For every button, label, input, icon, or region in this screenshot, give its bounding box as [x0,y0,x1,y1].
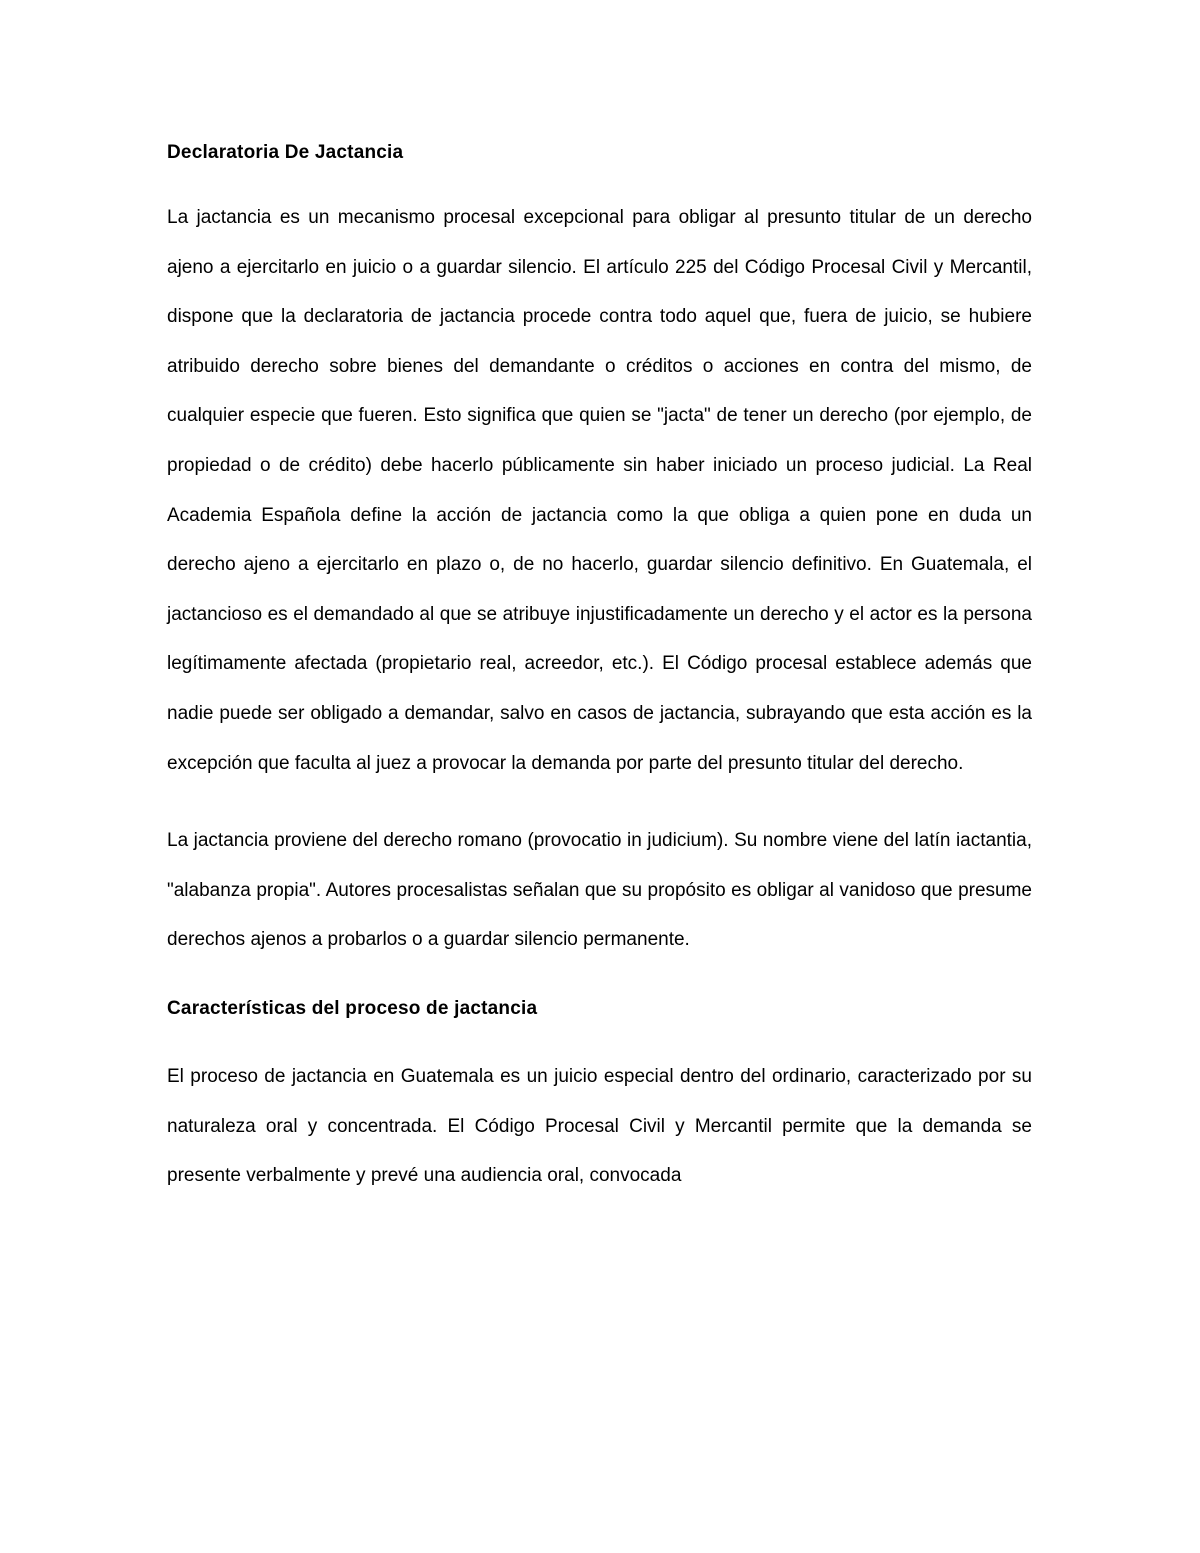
paragraph-definicion: La jactancia es un mecanismo procesal excepcional para obligar al presunto titular de un derecho ajeno a ejercitarlo en juicio o a guardar silencio. El artículo 225 del Código Procesal Civil y Mercantil, dispone que la declaratoria de jactancia procede contra todo aquel que, fuera de juicio, se hubiere atribuido derecho sobre bienes del demandante o créditos o acciones en contra del mismo, de cualquier especie que fueren. Esto significa que quien se "jacta" de tener un derecho (por ejemplo, de propiedad o de crédito) debe hacerlo públicamente sin haber iniciado un proceso judicial. La Real Academia Española define la acción de jactancia como la que obliga a quien pone en duda un derecho ajeno a ejercitarlo en plazo o, de no hacerlo, guardar silencio definitivo. En Guatemala, el jactancioso es el demandado al que se atribuye injustificadamente un derecho y el actor es la persona legítimamente afectada (propietario real, acreedor, etc.). El Código procesal establece además que nadie puede ser obligado a demandar, salvo en casos de jactancia, subrayando que esta acción es la excepción que faculta al juez a provocar la demanda por parte del presunto titular del derecho. [167,207,1032,774]
paragraph-proceso: El proceso de jactancia en Guatemala es un juicio especial dentro del ordinario, caracterizado por su naturaleza oral y concentrada. El Código Procesal Civil y Mercantil permite que la demanda se presente verbalmente y prevé una audiencia oral, convocada [167,1065,1032,1187]
paragraph-origen: La jactancia proviene del derecho romano (provocatio in judicium). Su nombre viene del latín iactantia, "alabanza propia". Autores procesalistas señalan que su propósito es obligar al vanidoso que presume derechos ajenos a probarlos o a guardar silencio permanente. [167,830,1032,951]
section-heading-caracteristicas: Características del proceso de jactancia [167,997,538,1019]
section-heading-declaratoria: Declaratoria De Jactancia [167,142,404,163]
document-body [167,136,1032,1201]
